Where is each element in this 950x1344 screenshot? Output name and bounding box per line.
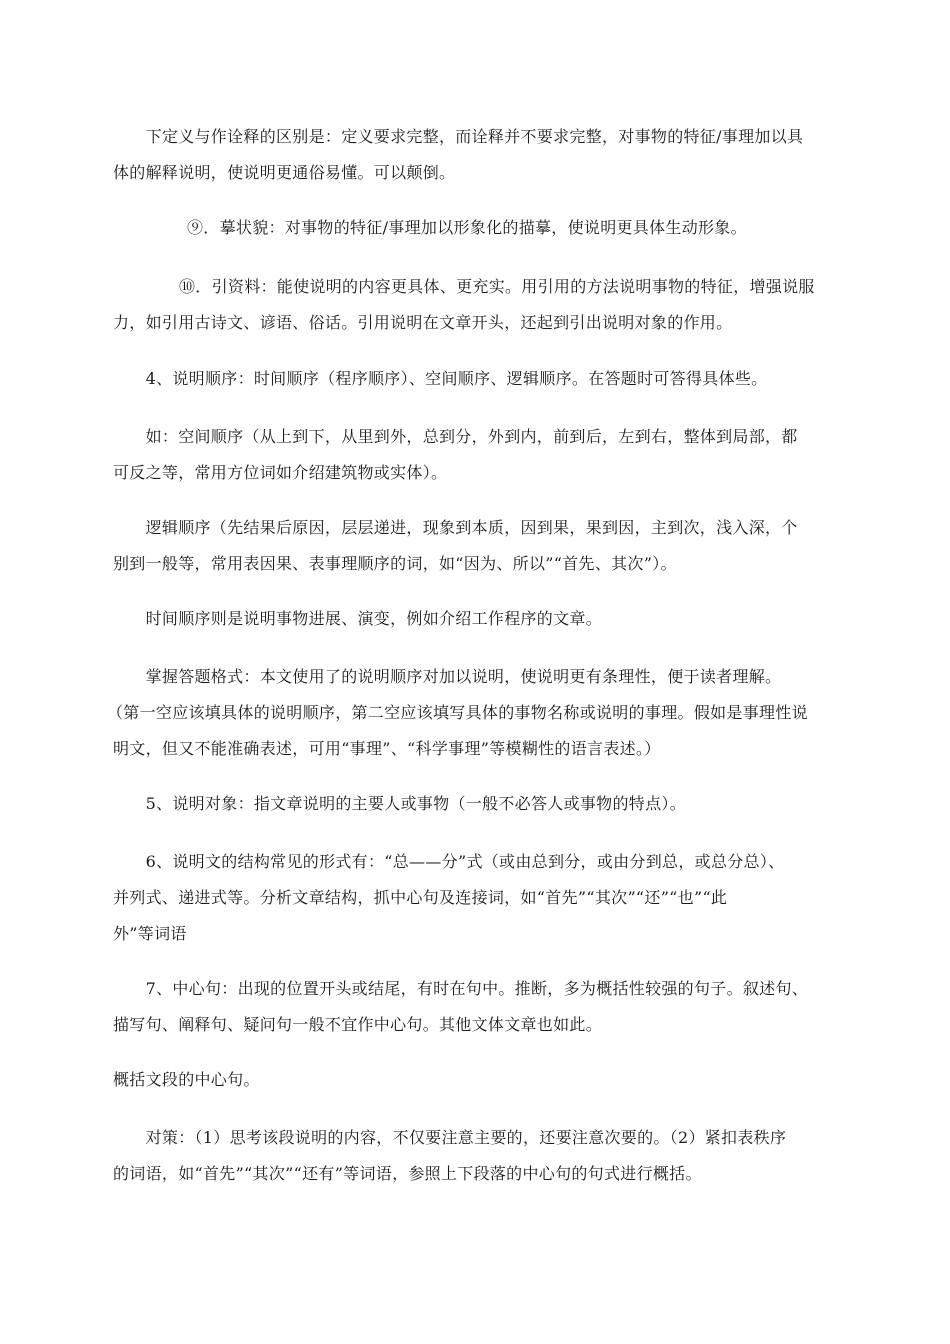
text-line: 4、说明顺序：时间顺序（程序顺序）、空间顺序、逻辑顺序。在答题时可答得具体些。 — [113, 369, 768, 388]
paragraph-strategy — [113, 1120, 833, 1192]
paragraph-explanation-order — [113, 361, 833, 397]
text-line: 逻辑顺序（先结果后原因，层层递进，现象到本质，因到果，果到因，主到次，浅入深，个 — [113, 518, 798, 537]
paragraph-time-order — [113, 601, 833, 637]
text-line: 7、中心句：出现的位置开头或结尾，有时在句中。推断，多为概括性较强的句子。叙述句、 — [113, 979, 809, 998]
text-line: 如：空间顺序（从上到下，从里到外，总到分，外到内，前到后，左到右，整体到局部，都 — [113, 427, 798, 446]
paragraph-definition-vs-annotation — [113, 119, 833, 191]
text-line: 描写句、阐释句、疑问句一般不宜作中心句。其他文体文章也如此。 — [113, 1015, 603, 1034]
text-line: 时间顺序则是说明事物进展、演变，例如介绍工作程序的文章。 — [113, 609, 603, 628]
text-line: 外”等词语 — [113, 924, 187, 943]
text-line: 别到一般等，常用表因果、表事理顺序的词，如“因为、所以”“首先、其次”）。 — [113, 554, 677, 573]
paragraph-answer-format — [107, 659, 833, 767]
text-line: 下定义与作诠释的区别是：定义要求完整，而诠释并不要求完整，对事物的特征/事理加以具 — [113, 127, 804, 146]
text-line: 并列式、递进式等。分析文章结构，抓中心句及连接词，如“首先”“其次”“还”“也”“此 — [113, 888, 728, 907]
paragraph-structure-forms — [113, 844, 833, 952]
text-line: 的词语，如“首先”“其次”“还有”等词语，参照上下段落的中心句的句式进行概括。 — [113, 1164, 702, 1183]
text-line: ⑩．引资料：能使说明的内容更具体、更充实。用引用的方法说明事物的特征，增强说服 — [179, 277, 815, 296]
text-line: ⑨．摹状貌：对事物的特征/事理加以形象化的描摹，使说明更具体生动形象。 — [187, 218, 747, 237]
text-line: 概括文段的中心句。 — [113, 1070, 260, 1089]
paragraph-central-sentence — [113, 971, 833, 1043]
text-line: 掌握答题格式：本文使用了的说明顺序对加以说明，使说明更有条理性，便于读者理解。 — [113, 667, 782, 686]
text-line: 可反之等，常用方位词如介绍建筑物或实体）。 — [113, 463, 448, 482]
paragraph-spatial-order — [113, 419, 833, 491]
paragraph-cite-materials — [113, 269, 833, 341]
text-line: 5、说明对象：指文章说明的主要人或事物（一般不必答人或事物的特点）。 — [113, 794, 686, 813]
text-line: 对策：（1）思考该段说明的内容，不仅要注意主要的，还要注意次要的。（2）紧扣表秩序 — [113, 1128, 787, 1147]
paragraph-describe-appearance — [187, 210, 907, 246]
paragraph-summarize-heading — [113, 1062, 833, 1098]
text-line: 体的解释说明，使说明更通俗易懂。可以颠倒。 — [113, 163, 456, 182]
paragraph-explanation-object — [113, 786, 833, 822]
text-line: 明文，但又不能准确表述，可用“事理”、“科学事理”等模糊性的语言表述。） — [113, 739, 661, 758]
text-line: （第一空应该填具体的说明顺序，第二空应该填写具体的事物名称或说明的事理。假如是事理性说 — [107, 703, 808, 722]
paragraph-logical-order — [113, 510, 833, 582]
text-line: 力，如引用古诗文、谚语、俗话。引用说明在文章开头，还起到引出说明对象的作用。 — [113, 313, 733, 332]
text-line: 6、说明文的结构常见的形式有：“总——分”式（或由总到分，或由分到总，或总分总）、 — [113, 852, 785, 871]
